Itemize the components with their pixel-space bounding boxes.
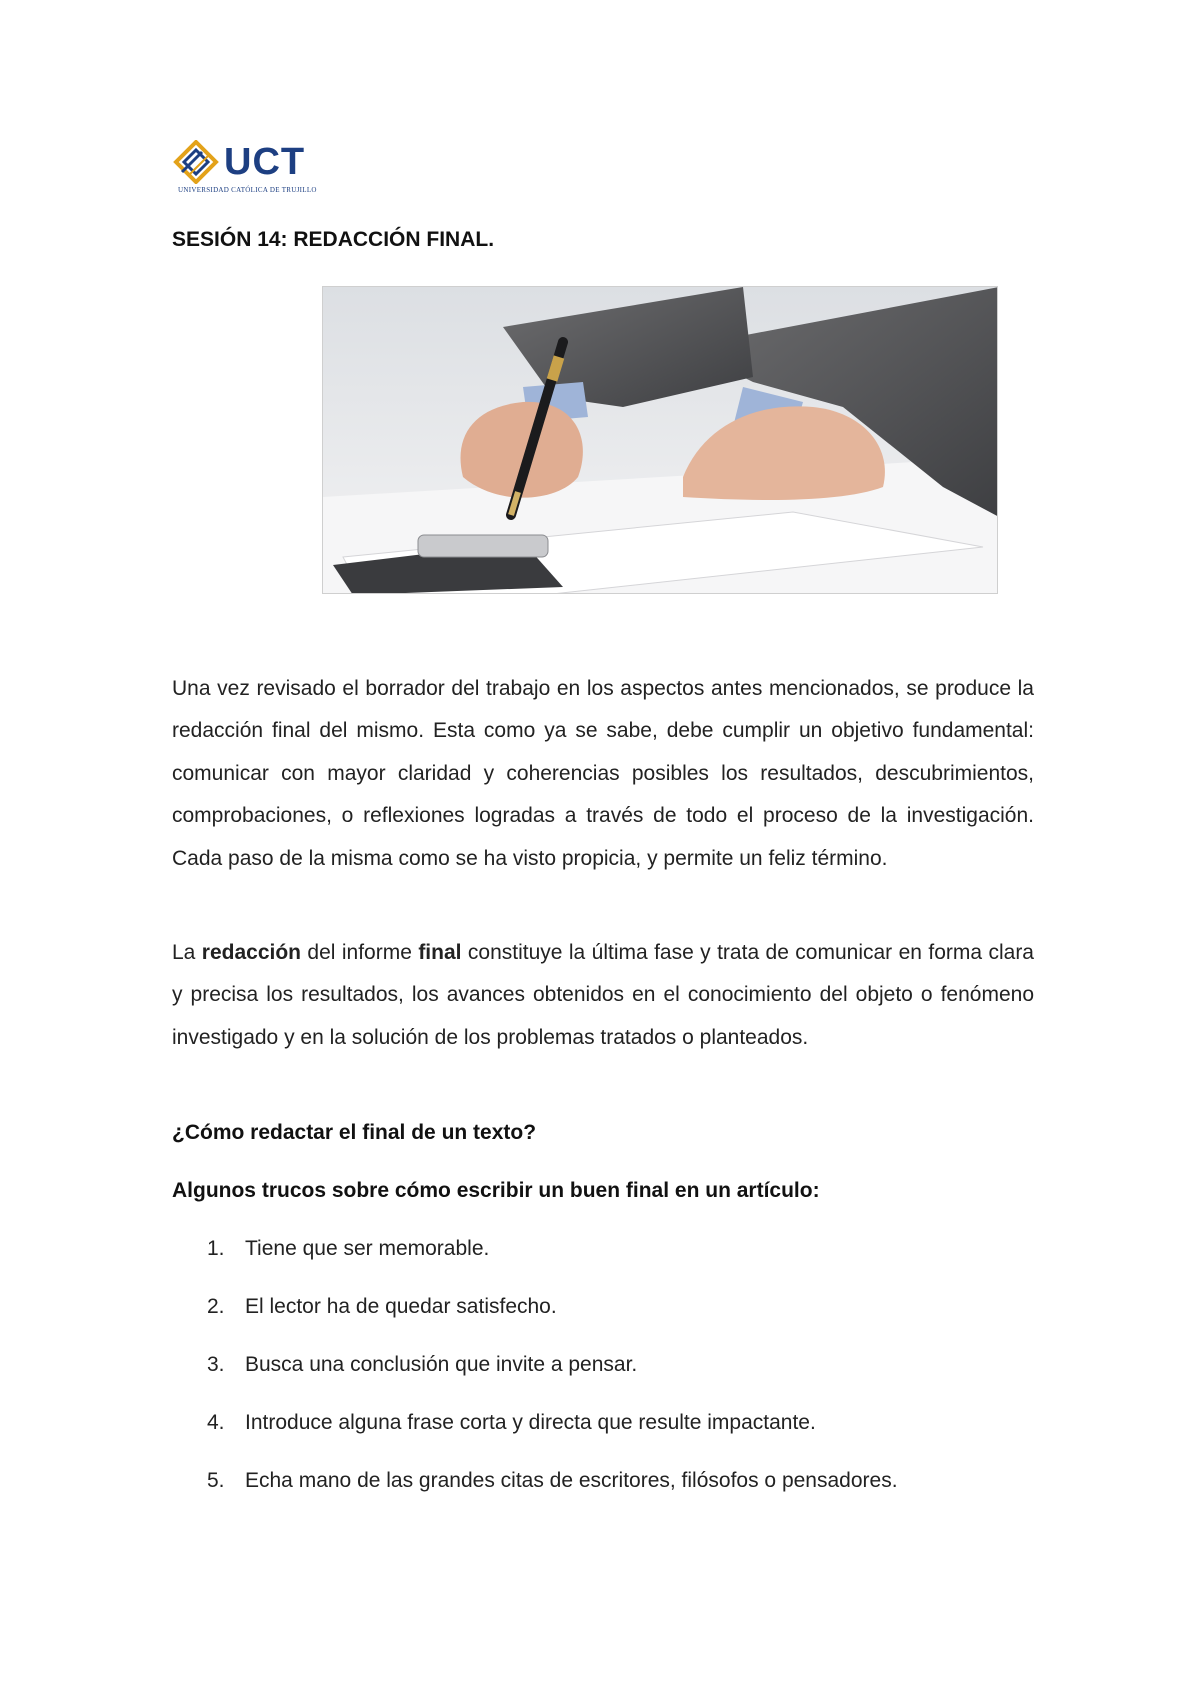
paragraph-definition xyxy=(172,932,1034,1059)
list-item xyxy=(172,1292,1034,1350)
list-item xyxy=(172,1350,1034,1408)
paragraph-intro: Una vez revisado el borrador del trabajo en los aspectos antes mencionados, se produce la redacción final del mismo. Esta como ya se sabe, debe cumplir un objetivo fundamental: comunicar con mayor claridad y coherencias posibles los resultados, descubrimientos, comprobaciones, o reflexiones logradas a través de todo el proceso de la investigación. Cada paso de la misma como se ha visto propicia, y permite un feliz término. xyxy=(172,677,1034,870)
list-number: 4. xyxy=(207,1411,225,1434)
uct-logo xyxy=(172,138,322,200)
hand-writing-with-pen-photo xyxy=(323,287,998,594)
question-heading: ¿Cómo redactar el final de un texto? xyxy=(172,1121,537,1144)
list-text: Tiene que ser memorable. xyxy=(245,1237,490,1260)
logo-subtitle: UNIVERSIDAD CATÓLICA DE TRUJILLO xyxy=(178,186,317,194)
list-number: 5. xyxy=(207,1469,225,1492)
list-item xyxy=(172,1466,1034,1524)
paragraph-text: del informe xyxy=(301,941,419,964)
logo-wordmark: UCT xyxy=(224,141,306,183)
list-number: 1. xyxy=(207,1237,225,1260)
list-number: 3. xyxy=(207,1353,225,1376)
paragraph-text: La xyxy=(172,941,202,964)
list-text: Introduce alguna frase corta y directa que resulte impactante. xyxy=(245,1411,816,1434)
session-title: SESIÓN 14: REDACCIÓN FINAL. xyxy=(172,228,495,251)
bold-term-redaccion: redacción xyxy=(201,941,301,964)
tips-list xyxy=(172,1234,1034,1524)
tips-heading: Algunos trucos sobre cómo escribir un buen final en un artículo: xyxy=(172,1179,820,1202)
list-number: 2. xyxy=(207,1295,225,1318)
list-item xyxy=(172,1234,1034,1292)
paragraph-text: constituye la última fase y trata de comunicar en forma clara y precisa los resultados, los avances obtenidos en el conocimiento del objeto o fenómeno investigado y en la solución de los problemas tratados o planteados. xyxy=(172,941,1034,1049)
list-text: El lector ha de quedar satisfecho. xyxy=(245,1295,557,1318)
writing-photo xyxy=(322,286,998,594)
list-text: Busca una conclusión que invite a pensar. xyxy=(245,1353,638,1376)
bold-term-final: final xyxy=(418,941,462,964)
list-item xyxy=(172,1408,1034,1466)
list-text: Echa mano de las grandes citas de escritores, filósofos o pensadores. xyxy=(245,1469,898,1492)
uct-emblem-icon xyxy=(172,140,220,184)
